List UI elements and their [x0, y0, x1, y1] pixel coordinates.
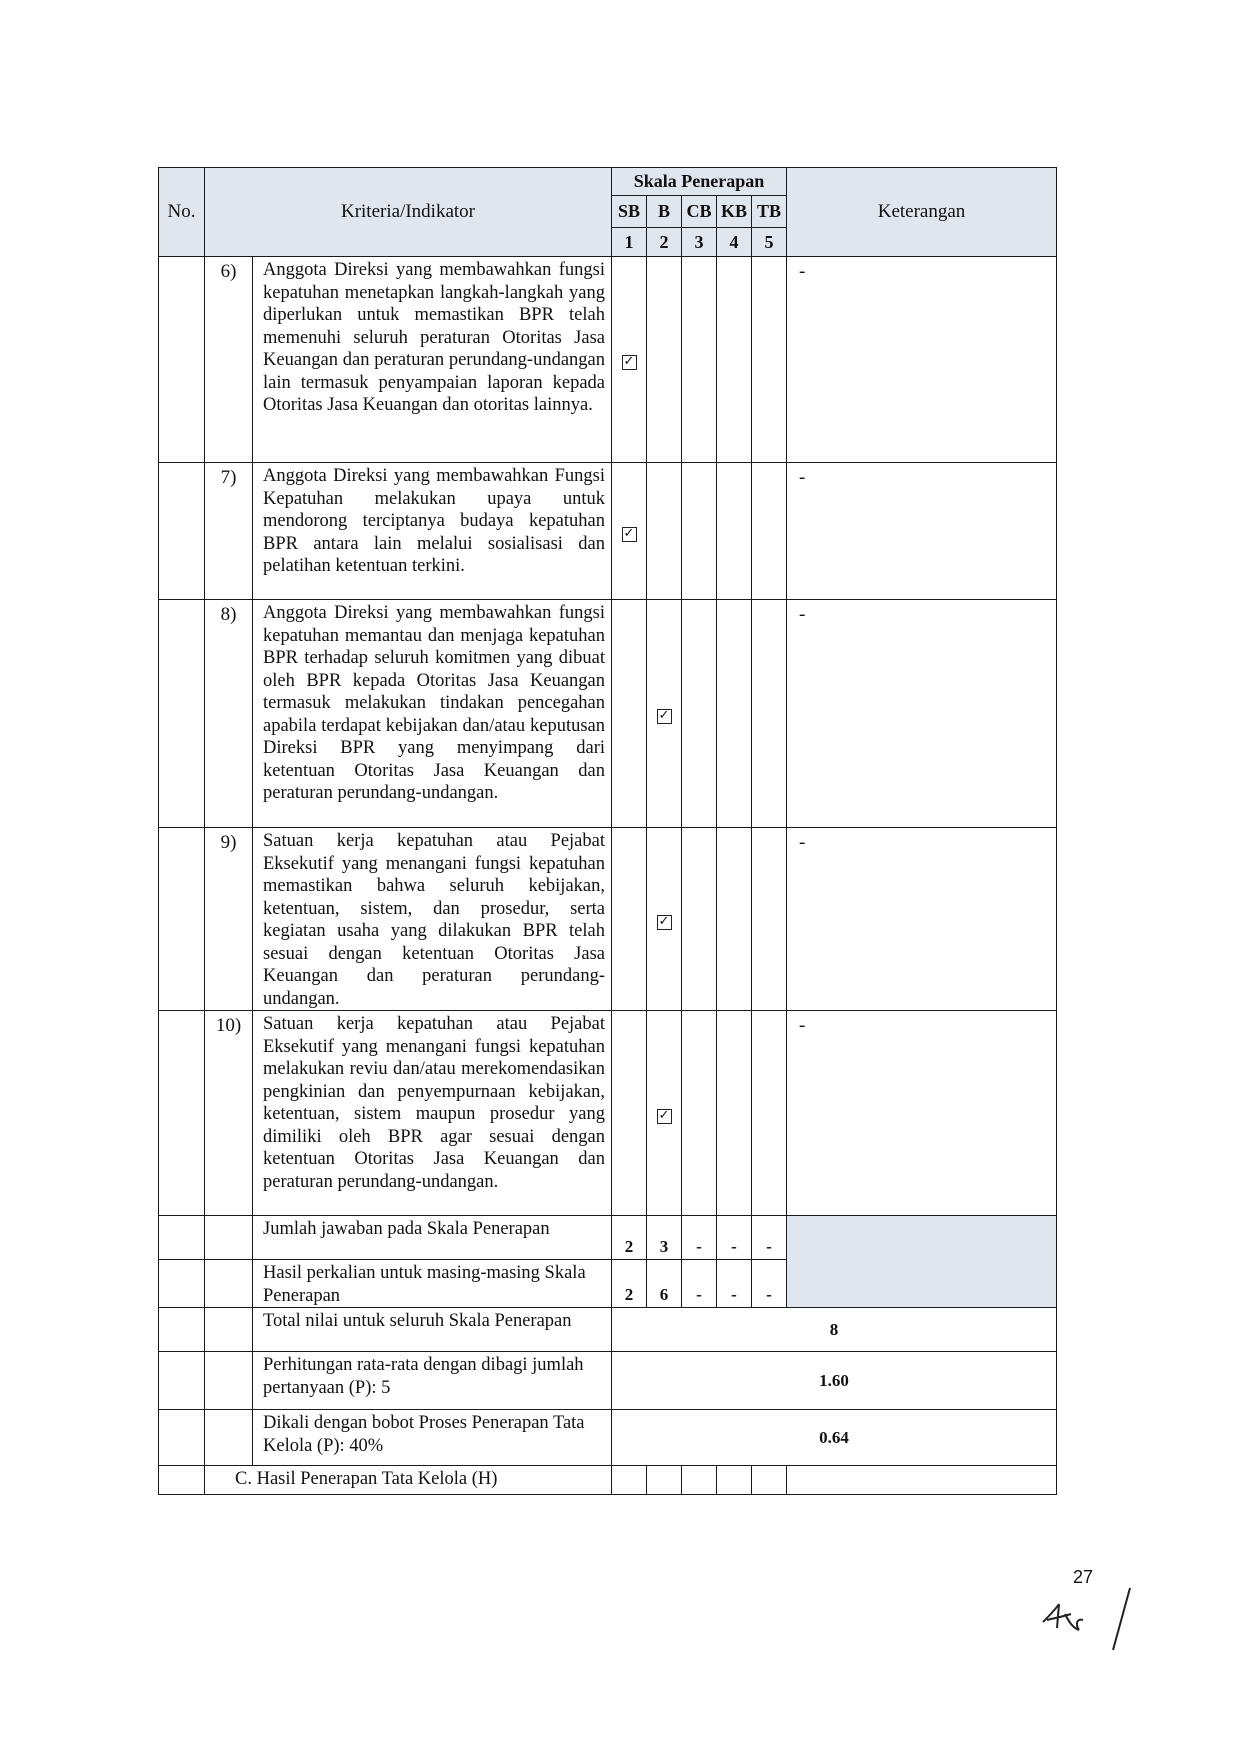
- total-label: Total nilai untuk seluruh Skala Penerapan: [253, 1308, 612, 1352]
- mark-b: [647, 463, 682, 600]
- header-code-kb: KB: [717, 196, 752, 228]
- jumlah-value-kb: -: [717, 1216, 752, 1260]
- summary-row-rata: [159, 1352, 1057, 1410]
- section-c-row: [159, 1466, 1057, 1495]
- header-code-cb: CB: [682, 196, 717, 228]
- row-number: 7): [205, 463, 253, 600]
- checkbox-checked-icon: ✓: [622, 527, 637, 542]
- mark-cb: [682, 828, 717, 1011]
- table-row: [159, 463, 1057, 600]
- mark-b: [647, 257, 682, 463]
- header-skala-penerapan: Skala Penerapan: [612, 168, 787, 196]
- mark-b: [647, 828, 682, 1011]
- checkbox-checked-icon: ✓: [657, 709, 672, 724]
- row-spacer: [159, 828, 205, 1011]
- total-value: 8: [612, 1308, 1057, 1352]
- row-number: 6): [205, 257, 253, 463]
- mark-cb: [682, 1011, 717, 1216]
- row-keterangan: -: [787, 828, 1057, 1011]
- header-keterangan: Keterangan: [787, 168, 1057, 257]
- mark-tb: [752, 257, 787, 463]
- mark-sb: [612, 828, 647, 1011]
- hasil-value-cb: -: [682, 1260, 717, 1308]
- row-spacer: [159, 600, 205, 828]
- mark-tb: [752, 463, 787, 600]
- table-row: [159, 600, 1057, 828]
- page-number: 27: [1073, 1567, 1094, 1587]
- header-num-5: 5: [752, 228, 787, 257]
- row-number: 8): [205, 600, 253, 828]
- header-code-sb: SB: [612, 196, 647, 228]
- jumlah-value-sb: 2: [612, 1216, 647, 1260]
- mark-b: [647, 600, 682, 828]
- row-criteria: Anggota Direksi yang membawahkan fungsi kepatuhan menetapkan langkah-langkah yang diperlukan untuk memastikan BPR telah memenuhi seluruh peraturan Otoritas Jasa Keuangan dan peraturan perundang-undangan lain termasuk penyampaian laporan kepada Otoritas Jasa Keuangan dan otoritas lainnya.: [253, 257, 612, 463]
- row-spacer: [159, 463, 205, 600]
- header-no: No.: [159, 168, 205, 257]
- jumlah-value-cb: -: [682, 1216, 717, 1260]
- hasil-value-sb: 2: [612, 1260, 647, 1308]
- summary-row-bobot: [159, 1410, 1057, 1466]
- header-num-2: 2: [647, 228, 682, 257]
- mark-cb: [682, 463, 717, 600]
- checkbox-checked-icon: ✓: [657, 915, 672, 930]
- rata-label: Perhitungan rata-rata dengan dibagi jumlah pertanyaan (P): 5: [253, 1352, 612, 1410]
- row-criteria: Anggota Direksi yang membawahkan fungsi kepatuhan memantau dan menjaga kepatuhan BPR terhadap seluruh komitmen yang dibuat oleh BPR kepada Otoritas Jasa Keuangan termasuk melakukan tindakan pencegahan apabila terdapat kebijakan dan/atau keputusan Direksi BPR yang menyimpang dari ketentuan Otoritas Jasa Keuangan dan peraturan perundang-undangan.: [253, 600, 612, 828]
- jumlah-value-b: 3: [647, 1216, 682, 1260]
- header-code-tb: TB: [752, 196, 787, 228]
- bobot-value: 0.64: [612, 1410, 1057, 1466]
- mark-cb: [682, 600, 717, 828]
- mark-kb: [717, 1011, 752, 1216]
- bobot-label: Dikali dengan bobot Proses Penerapan Tata Kelola (P): 40%: [253, 1410, 612, 1466]
- header-kriteria: Kriteria/Indikator: [205, 168, 612, 257]
- mark-sb: [612, 257, 647, 463]
- mark-tb: [752, 828, 787, 1011]
- row-number: 10): [205, 1011, 253, 1216]
- mark-kb: [717, 600, 752, 828]
- row-keterangan: -: [787, 463, 1057, 600]
- checkbox-checked-icon: ✓: [657, 1109, 672, 1124]
- hasil-value-kb: -: [717, 1260, 752, 1308]
- rata-value: 1.60: [612, 1352, 1057, 1410]
- jumlah-label: Jumlah jawaban pada Skala Penerapan: [253, 1216, 612, 1260]
- mark-kb: [717, 257, 752, 463]
- header-code-b: B: [647, 196, 682, 228]
- summary-row-total: [159, 1308, 1057, 1352]
- mark-kb: [717, 463, 752, 600]
- mark-sb: [612, 1011, 647, 1216]
- header-num-4: 4: [717, 228, 752, 257]
- hasil-value-tb: -: [752, 1260, 787, 1308]
- summary-shaded-cell: [787, 1216, 1057, 1308]
- jumlah-value-tb: -: [752, 1216, 787, 1260]
- mark-sb: [612, 463, 647, 600]
- row-keterangan: -: [787, 1011, 1057, 1216]
- table-row: [159, 1011, 1057, 1216]
- checkbox-checked-icon: ✓: [622, 355, 637, 370]
- hasil-label: Hasil perkalian untuk masing-masing Skala Penerapan: [253, 1260, 612, 1308]
- row-spacer: [159, 1011, 205, 1216]
- mark-cb: [682, 257, 717, 463]
- assessment-table: [158, 167, 1057, 1495]
- mark-b: [647, 1011, 682, 1216]
- row-keterangan: -: [787, 600, 1057, 828]
- row-criteria: Anggota Direksi yang membawahkan Fungsi Kepatuhan melakukan upaya untuk mendorong terciptanya budaya kepatuhan BPR antara lain melalui sosialisasi dan pelatihan ketentuan terkini.: [253, 463, 612, 600]
- mark-sb: [612, 600, 647, 828]
- summary-row-jumlah: [159, 1216, 1057, 1260]
- mark-kb: [717, 828, 752, 1011]
- hasil-value-b: 6: [647, 1260, 682, 1308]
- table-row: [159, 257, 1057, 463]
- mark-tb: [752, 600, 787, 828]
- table-row: [159, 828, 1057, 1011]
- header-num-3: 3: [682, 228, 717, 257]
- row-keterangan: -: [787, 257, 1057, 463]
- mark-tb: [752, 1011, 787, 1216]
- row-spacer: [159, 257, 205, 463]
- header-num-1: 1: [612, 228, 647, 257]
- assessment-table-wrapper: [158, 167, 1057, 1495]
- section-c-label: C. Hasil Penerapan Tata Kelola (H): [205, 1466, 612, 1495]
- row-criteria: Satuan kerja kepatuhan atau Pejabat Eksekutif yang menangani fungsi kepatuhan memastikan bahwa seluruh kebijakan, ketentuan, sistem, dan prosedur, serta kegiatan usaha yang dilakukan BPR telah sesuai dengan ketentuan Otoritas Jasa Keuangan dan peraturan perundang-undangan.: [253, 828, 612, 1011]
- row-criteria: Satuan kerja kepatuhan atau Pejabat Eksekutif yang menangani fungsi kepatuhan melakukan reviu dan/atau merekomendasikan pengkinian dan penyempurnaan kebijakan, ketentuan, sistem maupun prosedur yang dimiliki oleh BPR agar sesuai dengan ketentuan Otoritas Jasa Keuangan dan peraturan perundang-undangan.: [253, 1011, 612, 1216]
- row-number: 9): [205, 828, 253, 1011]
